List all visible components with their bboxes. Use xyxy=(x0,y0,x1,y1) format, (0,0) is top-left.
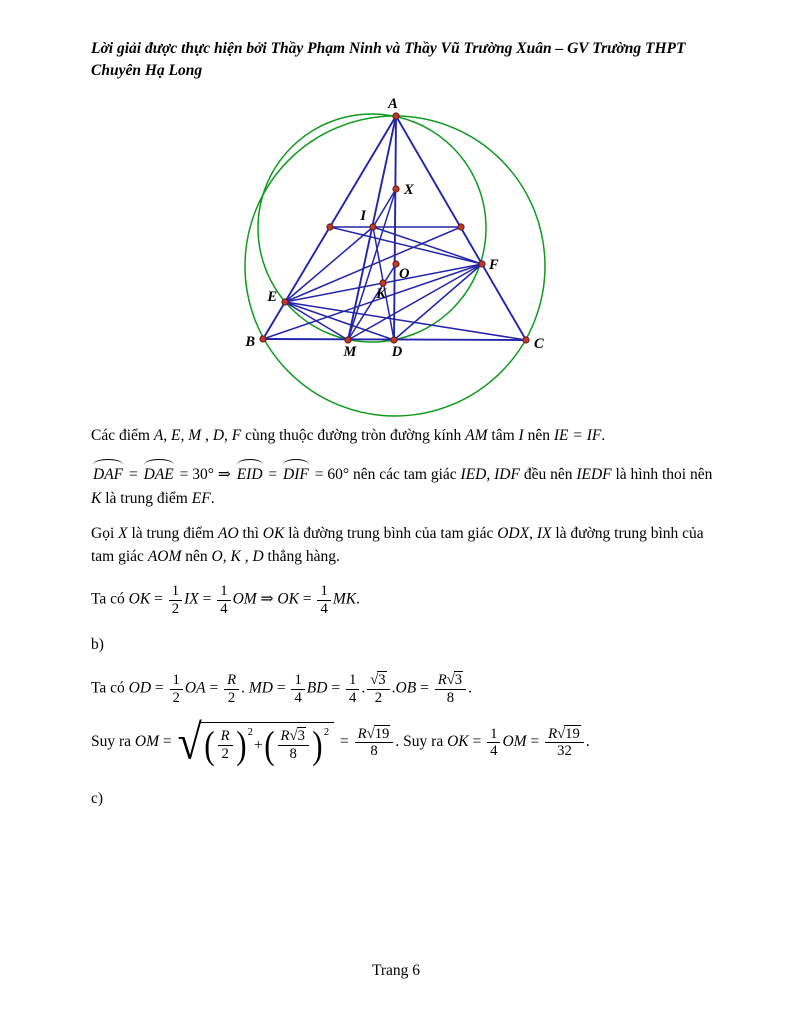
point-B xyxy=(260,336,266,342)
text-run xyxy=(170,690,183,706)
point-M xyxy=(345,337,351,343)
text-run: √ xyxy=(446,672,454,689)
math-run: R xyxy=(357,725,367,742)
text-run: √ xyxy=(370,672,378,689)
text-run: 19 xyxy=(374,725,390,742)
text-run: Ta có xyxy=(91,680,129,698)
text-run: = xyxy=(416,680,433,698)
angle-arc: EID xyxy=(235,459,265,486)
text-run: là đường trung bình của tam giác xyxy=(91,524,704,565)
point-C xyxy=(523,337,529,343)
text-run: Các điểm xyxy=(91,427,154,444)
text-run: 4 xyxy=(320,600,328,617)
text-run: 2 xyxy=(227,689,236,706)
point-label-C: C xyxy=(534,336,544,352)
parenthesized xyxy=(203,723,254,767)
text-run xyxy=(169,601,182,617)
math-run: MK xyxy=(332,590,357,608)
text-run xyxy=(291,672,304,689)
text-run: 1 xyxy=(348,672,357,689)
text-run xyxy=(297,727,306,744)
text-run: . xyxy=(210,489,215,507)
geometry-figure xyxy=(0,0,792,430)
fraction xyxy=(278,728,309,762)
text-run xyxy=(435,672,466,689)
text-run: + xyxy=(253,736,263,754)
text-run: ( xyxy=(204,723,215,767)
math-run: IE = IF xyxy=(553,427,602,444)
text-run: ⇒ xyxy=(256,590,278,608)
text-run: = xyxy=(125,466,142,484)
text-run: . Suy ra xyxy=(395,733,448,751)
text-run xyxy=(199,722,334,767)
point-F xyxy=(479,261,485,267)
paragraph-angles-rhombus xyxy=(91,459,716,510)
text-run: = xyxy=(336,733,353,751)
text-run: 1 xyxy=(490,725,498,742)
math-run: AOM xyxy=(147,548,182,565)
text-run: ) xyxy=(235,723,247,767)
text-run: tâm xyxy=(487,427,519,444)
text-run xyxy=(216,728,235,762)
math-run: OA xyxy=(184,680,206,698)
fraction xyxy=(169,583,182,617)
text-run: = xyxy=(468,733,486,751)
math-run: IEDF xyxy=(576,466,612,484)
math-run: OM xyxy=(134,733,160,751)
math-run: R xyxy=(227,672,237,689)
text-run: 32 xyxy=(557,743,572,760)
text-run xyxy=(367,672,389,689)
sqrt xyxy=(370,671,386,688)
fraction xyxy=(170,672,183,706)
paragraph-circle-points xyxy=(91,424,716,447)
point-D xyxy=(391,337,397,343)
point-label-F: F xyxy=(489,257,499,273)
text-run xyxy=(367,690,389,706)
text-run: √ xyxy=(366,725,374,742)
math-run: OD xyxy=(128,680,152,698)
text-run xyxy=(217,601,230,617)
text-run: 3 xyxy=(297,728,305,745)
fraction xyxy=(224,672,239,706)
math-run: OB xyxy=(395,680,417,698)
text-run: đều nên xyxy=(519,466,577,484)
fraction xyxy=(291,672,304,706)
math-run: OK xyxy=(447,733,469,751)
text-run: 4 xyxy=(294,689,302,706)
sqrt xyxy=(557,725,581,742)
text-run: 2 xyxy=(374,689,383,706)
item-c-label: c) xyxy=(91,790,104,808)
formula-om-ok xyxy=(91,714,716,770)
text-run: 8 xyxy=(446,689,455,706)
text-run: . xyxy=(601,427,606,444)
text-run xyxy=(487,726,500,743)
math-run: OK xyxy=(262,524,285,542)
point-label-X: X xyxy=(404,182,414,198)
text-run: = 30° ⇒ xyxy=(175,466,235,484)
text-run xyxy=(355,743,394,759)
text-run: 2 xyxy=(221,745,229,762)
fraction xyxy=(435,672,466,706)
text-run: √ xyxy=(557,725,565,742)
text-run xyxy=(435,690,466,706)
fraction xyxy=(487,726,500,760)
text-run: = xyxy=(526,733,544,751)
text-run: 1 xyxy=(294,672,302,689)
segment-N1F xyxy=(330,227,482,264)
text-run xyxy=(564,725,581,742)
point-label-M: M xyxy=(343,344,357,360)
text-run: , xyxy=(529,524,537,542)
text-run xyxy=(355,726,394,743)
text-run: . xyxy=(585,733,590,751)
math-run: R xyxy=(548,725,558,742)
math-run: A, E, M , D, F xyxy=(153,427,242,444)
text-run xyxy=(224,690,239,706)
math-run: R xyxy=(280,728,290,745)
text-run xyxy=(218,728,233,745)
math-run: OK xyxy=(277,590,299,608)
text-run: = xyxy=(205,680,223,698)
text-run: nên xyxy=(523,427,554,444)
text-run: √ xyxy=(177,714,202,770)
text-run: là trung điểm xyxy=(127,524,218,542)
point-label-O: O xyxy=(399,266,410,282)
text-run xyxy=(374,725,391,742)
text-run: ( xyxy=(263,723,275,767)
math-run: I xyxy=(518,427,524,444)
text-run xyxy=(224,672,239,689)
text-run: 1 xyxy=(320,583,328,600)
math-run: ODX xyxy=(497,524,530,542)
text-run: = xyxy=(327,680,344,698)
item-b-label: b) xyxy=(91,636,104,654)
segment-AD xyxy=(394,116,396,340)
superscript: 2 xyxy=(247,727,253,739)
math-run: AM xyxy=(465,427,488,444)
point-label-D: D xyxy=(391,344,403,360)
text-run: 3 xyxy=(454,672,463,689)
text-run: 1 xyxy=(220,583,228,600)
text-run: . xyxy=(468,680,472,698)
text-run: là đường trung bình của tam giác xyxy=(284,524,498,542)
text-run xyxy=(278,746,309,762)
text-run: 8 xyxy=(370,743,378,760)
text-run: là hình thoi nên xyxy=(611,466,713,484)
page-number: Trang 6 xyxy=(371,962,421,979)
angle-arc: DAF xyxy=(91,459,125,486)
text-run: = 60° nên các tam giác xyxy=(310,466,461,484)
text-run xyxy=(346,690,359,706)
solution-text xyxy=(91,424,716,811)
superscript: 2 xyxy=(323,727,330,739)
text-run: = xyxy=(150,590,167,608)
text-run: 19 xyxy=(565,725,580,742)
math-run: R xyxy=(437,672,447,689)
fraction xyxy=(367,672,389,706)
text-run xyxy=(317,583,330,600)
sqrt xyxy=(447,671,463,688)
point-unlabeled xyxy=(458,224,464,230)
point-unlabeled xyxy=(327,224,333,230)
formula-od-md xyxy=(91,672,716,706)
text-run: . xyxy=(391,680,396,698)
text-run: = xyxy=(198,590,216,608)
text-run: thẳng hàng. xyxy=(263,548,340,565)
document-header: Lời giải được thực hiện bởi Thầy Phạm Ninh và Thầy Vũ Trường Xuân – GV Trường THPT Chuyên Hạ Long xyxy=(91,40,686,79)
math-run: EF xyxy=(191,489,211,507)
math-run: IX xyxy=(536,524,552,542)
math-run: OM xyxy=(232,590,257,608)
text-run: = xyxy=(298,590,316,608)
text-run: 4 xyxy=(490,743,498,760)
point-I xyxy=(370,224,376,230)
point-X xyxy=(393,186,399,192)
point-label-K: K xyxy=(376,286,386,302)
math-run: OK xyxy=(128,590,151,608)
text-run: Ta có xyxy=(91,590,129,608)
text-run xyxy=(317,601,330,617)
text-run: Suy ra xyxy=(91,733,135,751)
text-run: 1 xyxy=(172,672,180,689)
big-sqrt xyxy=(177,714,335,770)
text-run: 2 xyxy=(172,689,180,706)
text-run: . xyxy=(361,680,366,698)
math-run: IX xyxy=(184,590,199,608)
text-run xyxy=(545,726,584,743)
math-run: OM xyxy=(502,733,527,751)
fraction xyxy=(545,726,584,760)
segment-IE xyxy=(285,227,373,302)
fraction xyxy=(317,583,330,617)
text-run xyxy=(454,671,463,688)
math-run: X xyxy=(118,524,128,542)
math-run: K xyxy=(91,489,102,507)
formula-ok-ix-om xyxy=(91,583,716,617)
fraction xyxy=(218,728,233,762)
math-run: R xyxy=(220,728,230,745)
text-run xyxy=(218,746,233,762)
paragraph-midpoint-x xyxy=(91,522,716,569)
text-run: 4 xyxy=(220,600,228,617)
text-run xyxy=(276,728,311,762)
text-run: = xyxy=(159,733,176,751)
text-run: 2 xyxy=(171,600,180,617)
point-label-B: B xyxy=(245,334,255,350)
text-run xyxy=(217,583,230,600)
math-run: BD xyxy=(306,680,328,698)
angle-arc: DAE xyxy=(142,459,176,486)
point-E xyxy=(282,299,288,305)
text-run: 4 xyxy=(348,689,357,706)
math-run: O, K , D xyxy=(211,548,264,565)
fraction xyxy=(346,672,359,706)
math-run: MD xyxy=(248,680,273,698)
math-run: IED, IDF xyxy=(460,466,520,484)
text-run: 3 xyxy=(378,672,386,689)
text-run: = xyxy=(151,680,168,698)
sqrt xyxy=(367,725,391,742)
text-run: cùng thuộc đường tròn đường kính xyxy=(241,427,466,444)
point-label-E: E xyxy=(267,289,277,305)
text-run: √ xyxy=(289,728,297,745)
segment-IF xyxy=(373,227,482,264)
text-run: = xyxy=(272,680,290,698)
text-run: nên xyxy=(181,548,212,565)
math-run: AO xyxy=(218,524,239,542)
text-run: . xyxy=(356,590,360,608)
text-run: thì xyxy=(238,524,263,542)
text-run xyxy=(545,743,584,759)
text-run xyxy=(377,671,386,688)
text-run: 1 xyxy=(171,583,180,600)
text-run xyxy=(278,728,309,745)
text-run xyxy=(346,672,359,689)
text-run: = xyxy=(264,466,282,484)
text-run xyxy=(487,743,500,759)
point-label-A: A xyxy=(388,96,398,112)
parenthesized xyxy=(263,723,331,767)
text-run: là trung điểm xyxy=(101,489,192,507)
text-run: 8 xyxy=(289,745,297,762)
fraction xyxy=(217,583,230,617)
text-run xyxy=(291,690,304,706)
point-label-I: I xyxy=(360,208,366,224)
text-run xyxy=(170,672,183,689)
fraction xyxy=(355,726,394,760)
text-run: . xyxy=(241,680,249,698)
sqrt xyxy=(290,727,306,744)
text-run: Gọi xyxy=(91,524,119,542)
point-A xyxy=(393,113,399,119)
text-run xyxy=(169,583,182,600)
angle-arc: DIF xyxy=(281,459,311,486)
text-run: ) xyxy=(312,723,323,767)
